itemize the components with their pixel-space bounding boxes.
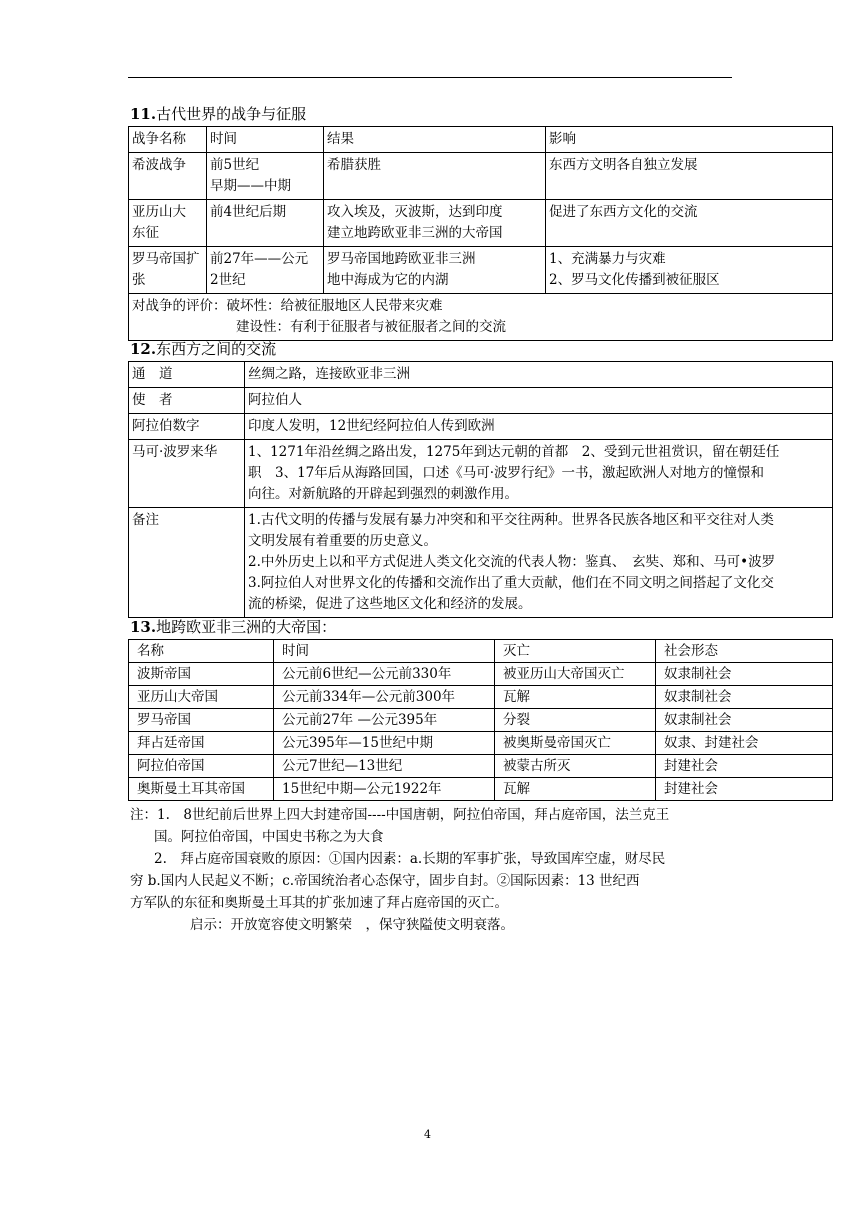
empire-society: 奴隶制社会: [656, 663, 833, 686]
row-label: 备注: [129, 508, 245, 618]
cell-line: 1、1271年沿丝绸之路出发，1275年到达元朝的首都 2、受到元世祖赏识，留在朝廷任: [248, 444, 780, 460]
empire-time: 公元前27年 —公元395年: [274, 709, 495, 732]
war-impact-cell: [546, 247, 833, 294]
cell-line: 东西方文明各自独立发展: [549, 157, 698, 173]
note-line: 2. 拜占庭帝国衰败的原因：①国内因素：a.长期的军事扩张，导致国库空虚，财尽民: [154, 851, 666, 867]
war-time-cell: [207, 247, 324, 294]
empire-time: 公元395年—15世纪中期: [274, 732, 495, 755]
empire-name: 亚历山大帝国: [129, 686, 274, 709]
empire-name: 罗马帝国: [129, 709, 274, 732]
evaluation-line: 对战争的评价：破坏性：给被征服地区人民带来灾难: [132, 298, 443, 314]
cell-line: 2、罗马文化传播到被征服区: [549, 272, 720, 288]
table-row: [129, 732, 833, 755]
cell-line: 印度人发明，12世纪经阿拉伯人传到欧洲: [248, 418, 495, 434]
cell-line: 罗马帝国地跨欧亚非三洲: [327, 251, 476, 267]
section-title-text: 地跨欧亚非三洲的大帝国：: [156, 618, 337, 636]
table-header-row: [129, 127, 833, 153]
cell-line: 希腊获胜: [327, 157, 381, 173]
cell-line: 丝绸之路，连接欧亚非三洲: [248, 366, 410, 382]
page-number: 4: [424, 1128, 431, 1141]
note-line: 方军队的东征和奥斯曼土耳其的扩张加速了拜占庭帝国的灭亡。: [130, 895, 508, 911]
table-row: [129, 153, 833, 200]
cell-line: 东征: [132, 225, 159, 241]
table-row: [129, 755, 833, 778]
cell-line: 前5世纪: [210, 157, 260, 173]
header-cell: 结果: [324, 127, 546, 153]
table-row: [129, 709, 833, 732]
row-label: 通 道: [129, 362, 245, 388]
table-row: [129, 778, 833, 801]
table-row: [129, 388, 833, 414]
empire-society: 封建社会: [656, 755, 833, 778]
cell-line: 2世纪: [210, 272, 246, 288]
cell-line: 2.中外历史上以和平方式促进人类文化交流的代表人物：鉴真、 玄奘、郑和、马可•波罗: [248, 554, 776, 570]
row-label: 阿拉伯数字: [129, 414, 245, 440]
cell-line: 向往。对新航路的开辟起到强烈的刺激作用。: [248, 486, 518, 502]
cell-line: 地中海成为它的内湖: [327, 272, 449, 288]
row-content: [245, 414, 833, 440]
empire-name: 波斯帝国: [129, 663, 274, 686]
section-11-title: [130, 104, 306, 124]
empire-fall: 瓦解: [495, 778, 656, 801]
war-impact-cell: [546, 200, 833, 247]
empire-time: 公元前334年—公元前300年: [274, 686, 495, 709]
section-number: 11.: [130, 105, 157, 123]
section-number: 13.: [130, 618, 157, 636]
row-label: 使 者: [129, 388, 245, 414]
cell-line: 罗马帝国扩: [132, 251, 200, 267]
row-label: 马可·波罗来华: [129, 440, 245, 508]
empire-fall: 分裂: [495, 709, 656, 732]
cell-line: 攻入埃及，灭波斯，达到印度: [327, 204, 503, 220]
section-12-title: [130, 339, 276, 359]
row-content: [245, 440, 833, 508]
cell-line: 希波战争: [132, 157, 186, 173]
war-name-cell: [129, 247, 207, 294]
header-cell: 影响: [546, 127, 833, 153]
empire-fall: 被奥斯曼帝国灭亡: [495, 732, 656, 755]
header-cell: 名称: [129, 640, 274, 663]
empire-fall: 被蒙古所灭: [495, 755, 656, 778]
table-row: [129, 663, 833, 686]
war-time-cell: [207, 200, 324, 247]
note-line: 穷 b.国内人民起义不断；c.帝国统治者心态保守，固步自封。②国际因素：13 世纪西: [130, 873, 640, 889]
cell-line: 1、充满暴力与灾难: [549, 251, 666, 267]
cell-line: 3.阿拉伯人对世界文化的传播和交流作出了重大贡献，他们在不同文明之间搭起了文化交: [248, 575, 774, 591]
cell-line: 流的桥梁，促进了这些地区文化和经济的发展。: [248, 596, 532, 612]
empire-time: 公元前6世纪—公元前330年: [274, 663, 495, 686]
war-impact-cell: [546, 153, 833, 200]
table-row: [129, 686, 833, 709]
header-cell: 灭亡: [495, 640, 656, 663]
table-row: [129, 440, 833, 508]
cell-line: 阿拉伯人: [248, 392, 302, 408]
table-row: [129, 200, 833, 247]
note-line: 国。阿拉伯帝国，中国史书称之为大食: [154, 829, 384, 845]
war-name-cell: [129, 200, 207, 247]
empires-table: [128, 639, 833, 801]
header-cell: 社会形态: [656, 640, 833, 663]
cell-line: 张: [132, 272, 146, 288]
section-title-text: 古代世界的战争与征服: [156, 105, 307, 123]
evaluation-line: 建设性：有利于征服者与被征服者之间的交流: [236, 319, 506, 335]
war-result-cell: [324, 247, 546, 294]
table-header-row: [129, 640, 833, 663]
empire-name: 奥斯曼土耳其帝国: [129, 778, 274, 801]
header-cell: 战争名称: [129, 127, 207, 153]
row-content: [245, 388, 833, 414]
empire-name: 拜占廷帝国: [129, 732, 274, 755]
cell-line: 促进了东西方文化的交流: [549, 204, 698, 220]
cell-line: 1.古代文明的传播与发展有暴力冲突和和平交往两种。世界各民族各地区和平交往对人类: [248, 512, 774, 528]
evaluation-cell: [129, 294, 833, 341]
table-row: [129, 414, 833, 440]
note-line: 注：1. 8世纪前后世界上四大封建帝国----中国唐朝，阿拉伯帝国，拜占庭帝国，法兰克王: [130, 807, 670, 823]
empire-time: 15世纪中期—公元1922年: [274, 778, 495, 801]
cell-line: 职 3、17年后从海路回国，口述《马可·波罗行纪》一书，激起欧洲人对地方的憧憬和: [248, 465, 765, 481]
header-cell: 时间: [274, 640, 495, 663]
empire-society: 奴隶、封建社会: [656, 732, 833, 755]
notes-block: [130, 804, 740, 936]
cell-line: 建立地跨欧亚非三洲的大帝国: [327, 225, 503, 241]
war-result-cell: [324, 200, 546, 247]
empire-society: 奴隶制社会: [656, 686, 833, 709]
empire-fall: 被亚历山大帝国灭亡: [495, 663, 656, 686]
table-row: [129, 508, 833, 618]
row-content: [245, 508, 833, 618]
empire-name: 阿拉伯帝国: [129, 755, 274, 778]
empire-fall: 瓦解: [495, 686, 656, 709]
table-row: [129, 247, 833, 294]
war-result-cell: [324, 153, 546, 200]
wars-table: [128, 126, 833, 341]
cell-line: 前4世纪后期: [210, 204, 287, 220]
empire-society: 奴隶制社会: [656, 709, 833, 732]
cell-line: 前27年——公元: [210, 251, 309, 267]
cell-line: 亚历山大: [132, 204, 186, 220]
empire-time: 公元7世纪—13世纪: [274, 755, 495, 778]
row-content: [245, 362, 833, 388]
cell-line: 早期——中期: [210, 178, 291, 194]
cell-line: 文明发展有着重要的历史意义。: [248, 533, 437, 549]
war-name-cell: [129, 153, 207, 200]
section-title-text: 东西方之间的交流: [156, 340, 277, 358]
header-cell: 时间: [207, 127, 324, 153]
table-row: [129, 362, 833, 388]
empire-society: 封建社会: [656, 778, 833, 801]
exchange-table: [128, 361, 833, 618]
war-time-cell: [207, 153, 324, 200]
note-line: 启示：开放宽容使文明繁荣 ，保守狭隘使文明衰落。: [190, 917, 514, 933]
section-13-title: [130, 617, 336, 637]
header-rule: [128, 77, 732, 78]
section-number: 12.: [130, 340, 157, 358]
evaluation-row: [129, 294, 833, 341]
